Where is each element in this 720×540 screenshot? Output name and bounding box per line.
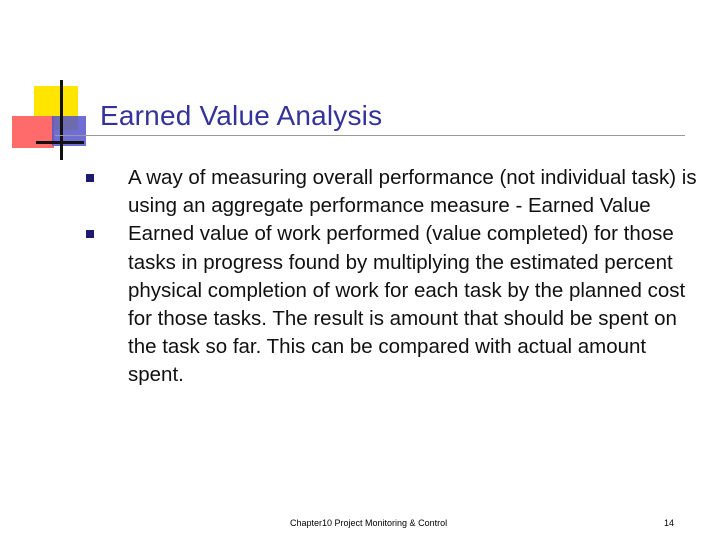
slide-title: Earned Value Analysis: [100, 100, 383, 131]
logo-vertical-line: [60, 80, 63, 160]
title-divider: [55, 135, 685, 136]
bullet-text: Earned value of work performed (value completed) for those tasks in progress found by multiplying the estimated percent physical completion of work for each task by the planned cost for those tasks. The result is amount that should be spent on the task so far. This can be compared with actual amount spent.: [128, 222, 686, 387]
bullet-item: [82, 164, 702, 220]
decorative-logo: [0, 0, 110, 170]
bullet-text: A way of measuring overall performance (not individual task) is using an aggregate performance measure - Earned Value: [128, 166, 697, 218]
page-number: 14: [664, 518, 675, 528]
bullet-square-icon: [86, 174, 94, 182]
logo-horizontal-line: [36, 141, 84, 144]
bullet-square-icon: [86, 230, 94, 238]
bullet-item: [82, 220, 702, 389]
slide-footer: Chapter10 Project Monitoring & Control: [290, 518, 448, 528]
bullet-list: [82, 164, 702, 390]
